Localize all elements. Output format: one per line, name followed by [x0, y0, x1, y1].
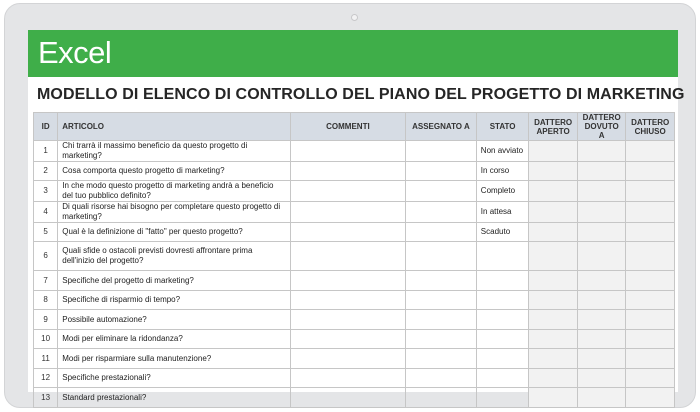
cell-assegnato[interactable] — [406, 271, 477, 291]
cell-assegnato[interactable] — [406, 330, 477, 349]
cell-data-dovuto[interactable] — [577, 310, 626, 330]
column-header-aperto[interactable]: DATTERO APERTO — [529, 113, 578, 141]
cell-stato[interactable] — [476, 310, 529, 330]
table-row — [34, 369, 675, 388]
cell-data-dovuto[interactable] — [577, 291, 626, 310]
cell-stato[interactable]: Non avviato — [476, 141, 529, 162]
cell-data-aperto[interactable] — [529, 202, 578, 223]
cell-stato[interactable]: Scaduto — [476, 223, 529, 242]
cell-commenti[interactable] — [290, 291, 405, 310]
cell-stato[interactable]: Completo — [476, 181, 529, 202]
cell-commenti[interactable] — [290, 271, 405, 291]
cell-commenti[interactable] — [290, 162, 405, 181]
cell-id[interactable]: 1 — [34, 141, 58, 162]
cell-data-chiuso[interactable] — [626, 291, 675, 310]
cell-id[interactable]: 2 — [34, 162, 58, 181]
cell-data-chiuso[interactable] — [626, 310, 675, 330]
cell-data-dovuto[interactable] — [577, 223, 626, 242]
table-row — [34, 141, 675, 162]
column-header-id[interactable]: ID — [34, 113, 58, 141]
cell-assegnato[interactable] — [406, 223, 477, 242]
app-banner — [28, 30, 678, 77]
cell-stato[interactable] — [476, 388, 529, 408]
cell-assegnato[interactable] — [406, 162, 477, 181]
cell-data-aperto[interactable] — [529, 162, 578, 181]
cell-data-chiuso[interactable] — [626, 141, 675, 162]
cell-data-aperto[interactable] — [529, 291, 578, 310]
cell-data-aperto[interactable] — [529, 369, 578, 388]
cell-id[interactable]: 10 — [34, 330, 58, 349]
cell-assegnato[interactable] — [406, 181, 477, 202]
cell-data-aperto[interactable] — [529, 181, 578, 202]
sheet-title: MODELLO DI ELENCO DI CONTROLLO DEL PIANO DEL PROGETTO DI MARKETING — [37, 86, 685, 103]
column-header-assegnato[interactable]: ASSEGNATO A — [406, 113, 477, 141]
cell-data-chiuso[interactable] — [626, 388, 675, 408]
cell-commenti[interactable] — [290, 330, 405, 349]
cell-assegnato[interactable] — [406, 310, 477, 330]
spreadsheet-screen — [28, 30, 685, 402]
cell-commenti[interactable] — [290, 141, 405, 162]
cell-id[interactable]: 6 — [34, 242, 58, 271]
table-row — [34, 349, 675, 369]
table-row — [34, 291, 675, 310]
cell-articolo[interactable]: Standard prestazionali? — [58, 388, 291, 408]
table-row — [34, 162, 675, 181]
cell-articolo[interactable]: Possibile automazione? — [58, 310, 291, 330]
cell-data-dovuto[interactable] — [577, 141, 626, 162]
cell-id[interactable]: 3 — [34, 181, 58, 202]
cell-assegnato[interactable] — [406, 202, 477, 223]
cell-stato[interactable] — [476, 271, 529, 291]
cell-articolo[interactable]: In che modo questo progetto di marketing andrà a beneficio del tuo pubblico definito? — [58, 181, 291, 202]
cell-id[interactable]: 12 — [34, 369, 58, 388]
cell-articolo[interactable]: Specifiche di risparmio di tempo? — [58, 291, 291, 310]
cell-assegnato[interactable] — [406, 242, 477, 271]
tablet-frame — [4, 3, 696, 408]
cell-data-dovuto[interactable] — [577, 271, 626, 291]
cell-data-dovuto[interactable] — [577, 369, 626, 388]
cell-id[interactable]: 8 — [34, 291, 58, 310]
cell-articolo[interactable]: Qual è la definizione di "fatto" per questo progetto? — [58, 223, 291, 242]
cell-assegnato[interactable] — [406, 369, 477, 388]
table-row — [34, 310, 675, 330]
cell-data-dovuto[interactable] — [577, 202, 626, 223]
table-row — [34, 181, 675, 202]
column-header-stato[interactable]: STATO — [476, 113, 529, 141]
cell-articolo[interactable]: Quali sfide o ostacoli previsti dovresti affrontare prima dell'inizio del progetto? — [58, 242, 291, 271]
cell-data-dovuto[interactable] — [577, 349, 626, 369]
table-row — [34, 271, 675, 291]
column-header-articolo[interactable]: ARTICOLO — [58, 113, 291, 141]
cell-articolo[interactable]: Specifiche prestazionali? — [58, 369, 291, 388]
cell-id[interactable]: 11 — [34, 349, 58, 369]
cell-data-aperto[interactable] — [529, 388, 578, 408]
cell-stato[interactable] — [476, 242, 529, 271]
cell-data-chiuso[interactable] — [626, 349, 675, 369]
cell-articolo[interactable]: Chi trarrà il massimo beneficio da questo progetto di marketing? — [58, 141, 291, 162]
cell-assegnato[interactable] — [406, 141, 477, 162]
cell-data-aperto[interactable] — [529, 141, 578, 162]
cell-id[interactable]: 7 — [34, 271, 58, 291]
cell-data-chiuso[interactable] — [626, 202, 675, 223]
cell-articolo[interactable]: Specifiche del progetto di marketing? — [58, 271, 291, 291]
cell-data-dovuto[interactable] — [577, 181, 626, 202]
cell-stato[interactable]: In attesa — [476, 202, 529, 223]
app-name: Excel — [38, 35, 112, 70]
camera-icon — [351, 14, 358, 21]
cell-id[interactable]: 5 — [34, 223, 58, 242]
cell-data-chiuso[interactable] — [626, 181, 675, 202]
column-header-commenti[interactable]: COMMENTI — [290, 113, 405, 141]
cell-data-chiuso[interactable] — [626, 162, 675, 181]
cell-data-dovuto[interactable] — [577, 242, 626, 271]
cell-commenti[interactable] — [290, 310, 405, 330]
table-row — [34, 330, 675, 349]
cell-articolo[interactable]: Modi per eliminare la ridondanza? — [58, 330, 291, 349]
cell-data-aperto[interactable] — [529, 310, 578, 330]
cell-data-aperto[interactable] — [529, 242, 578, 271]
cell-data-dovuto[interactable] — [577, 388, 626, 408]
cell-articolo[interactable]: Cosa comporta questo progetto di marketing? — [58, 162, 291, 181]
cell-commenti[interactable] — [290, 223, 405, 242]
table-row — [34, 388, 675, 408]
cell-data-aperto[interactable] — [529, 223, 578, 242]
cell-data-chiuso[interactable] — [626, 369, 675, 388]
cell-stato[interactable] — [476, 349, 529, 369]
column-header-dovuto[interactable]: DATTERO DOVUTO A — [577, 113, 626, 141]
cell-commenti[interactable] — [290, 369, 405, 388]
cell-data-aperto[interactable] — [529, 330, 578, 349]
table-row — [34, 223, 675, 242]
cell-commenti[interactable] — [290, 242, 405, 271]
cell-id[interactable]: 9 — [34, 310, 58, 330]
column-header-chiuso[interactable]: DATTERO CHIUSO — [626, 113, 675, 141]
cell-commenti[interactable] — [290, 202, 405, 223]
cell-id[interactable]: 4 — [34, 202, 58, 223]
table-row — [34, 202, 675, 223]
cell-data-chiuso[interactable] — [626, 242, 675, 271]
header-row — [34, 113, 675, 141]
cell-data-dovuto[interactable] — [577, 330, 626, 349]
cell-stato[interactable] — [476, 291, 529, 310]
cell-data-dovuto[interactable] — [577, 162, 626, 181]
checklist-table — [33, 112, 675, 408]
cell-commenti[interactable] — [290, 388, 405, 408]
cell-data-chiuso[interactable] — [626, 271, 675, 291]
cell-assegnato[interactable] — [406, 388, 477, 408]
table-row — [34, 242, 675, 271]
cell-stato[interactable] — [476, 330, 529, 349]
cell-data-chiuso[interactable] — [626, 223, 675, 242]
cell-commenti[interactable] — [290, 349, 405, 369]
cell-data-aperto[interactable] — [529, 349, 578, 369]
cell-commenti[interactable] — [290, 181, 405, 202]
cell-articolo[interactable]: Modi per risparmiare sulla manutenzione? — [58, 349, 291, 369]
cell-articolo[interactable]: Di quali risorse hai bisogno per completare questo progetto di marketing? — [58, 202, 291, 223]
cell-data-chiuso[interactable] — [626, 330, 675, 349]
cell-stato[interactable] — [476, 369, 529, 388]
cell-id[interactable]: 13 — [34, 388, 58, 408]
cell-assegnato[interactable] — [406, 349, 477, 369]
cell-assegnato[interactable] — [406, 291, 477, 310]
cell-stato[interactable]: In corso — [476, 162, 529, 181]
cell-data-aperto[interactable] — [529, 271, 578, 291]
